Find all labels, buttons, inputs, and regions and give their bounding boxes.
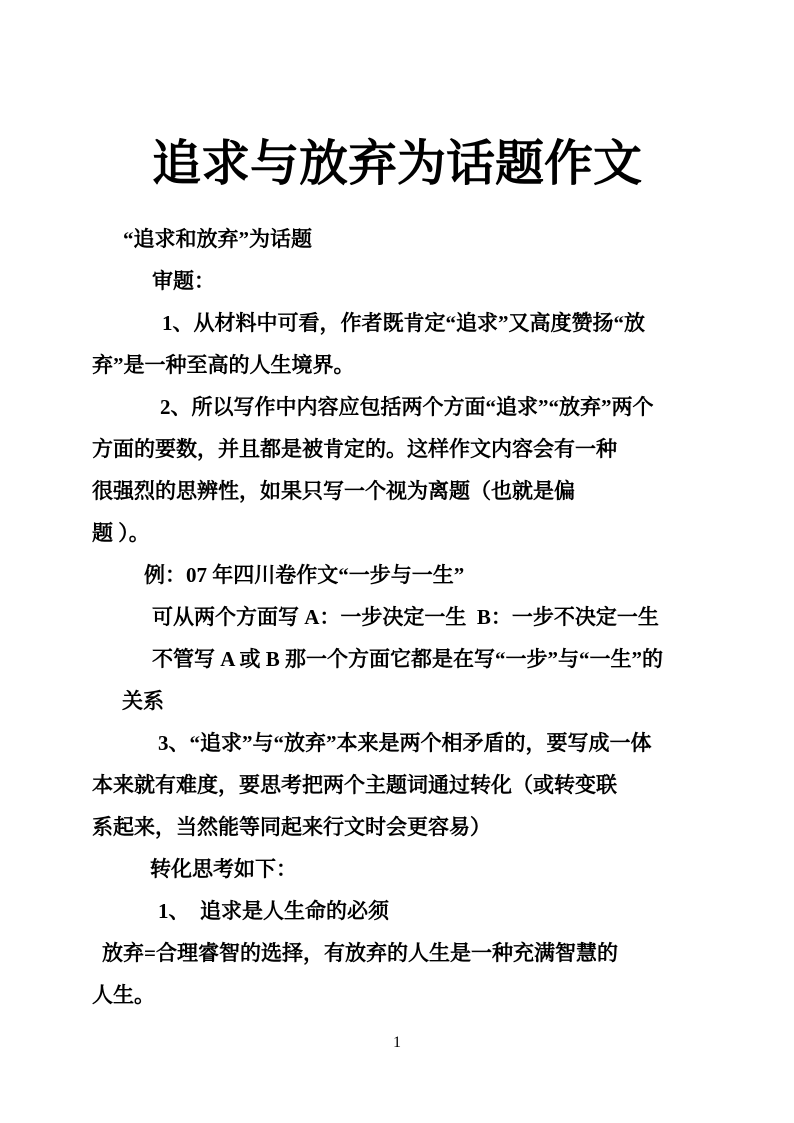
text-line: 关系 bbox=[122, 689, 164, 713]
text-line: 方面的要数，并且都是被肯定的。这样作文内容会有一种 bbox=[92, 437, 617, 461]
text-line: 3、“追求”与“放弃”本来是两个相矛盾的，要写成一体 bbox=[158, 731, 652, 755]
text-line: 本来就有难度，要思考把两个主题词通过转化（或转变联 bbox=[92, 773, 617, 797]
text-line: “追求和放弃”为话题 bbox=[123, 227, 312, 251]
text-line: 1、从材料中可看，作者既肯定“追求”又高度赞扬“放 bbox=[162, 311, 645, 335]
text-line: 2、所以写作中内容应包括两个方面“追求”“放弃”两个 bbox=[160, 395, 654, 419]
document-body bbox=[92, 218, 704, 1016]
document-title: 追求与放弃为话题作文 bbox=[151, 136, 642, 191]
text-line: 系起来，当然能等同起来行文时会更容易） bbox=[92, 815, 491, 839]
text-line: 人生。 bbox=[92, 983, 155, 1007]
text-line: 可从两个方面写 A：一步决定一生 B：一步不决定一生 bbox=[152, 605, 659, 629]
text-line: 很强烈的思辨性，如果只写一个视为离题（也就是偏 bbox=[92, 479, 575, 503]
text-line: 1、 追求是人生命的必须 bbox=[158, 899, 389, 923]
text-line: 放弃=合理睿智的选择，有放弃的人生是一种充满智慧的 bbox=[102, 941, 618, 965]
page-number: 1 bbox=[393, 1034, 401, 1051]
text-line: 弃”是一种至高的人生境界。 bbox=[92, 353, 355, 377]
text-line: 审题： bbox=[152, 269, 215, 293]
text-line: 转化思考如下： bbox=[150, 857, 297, 881]
text-line: 不管写 A 或 B 那一个方面它都是在写“一步”与“一生”的 bbox=[152, 647, 664, 671]
text-line: 例：07 年四川卷作文“一步与一生” bbox=[144, 563, 465, 587]
text-line: 题 ）。 bbox=[92, 521, 150, 545]
